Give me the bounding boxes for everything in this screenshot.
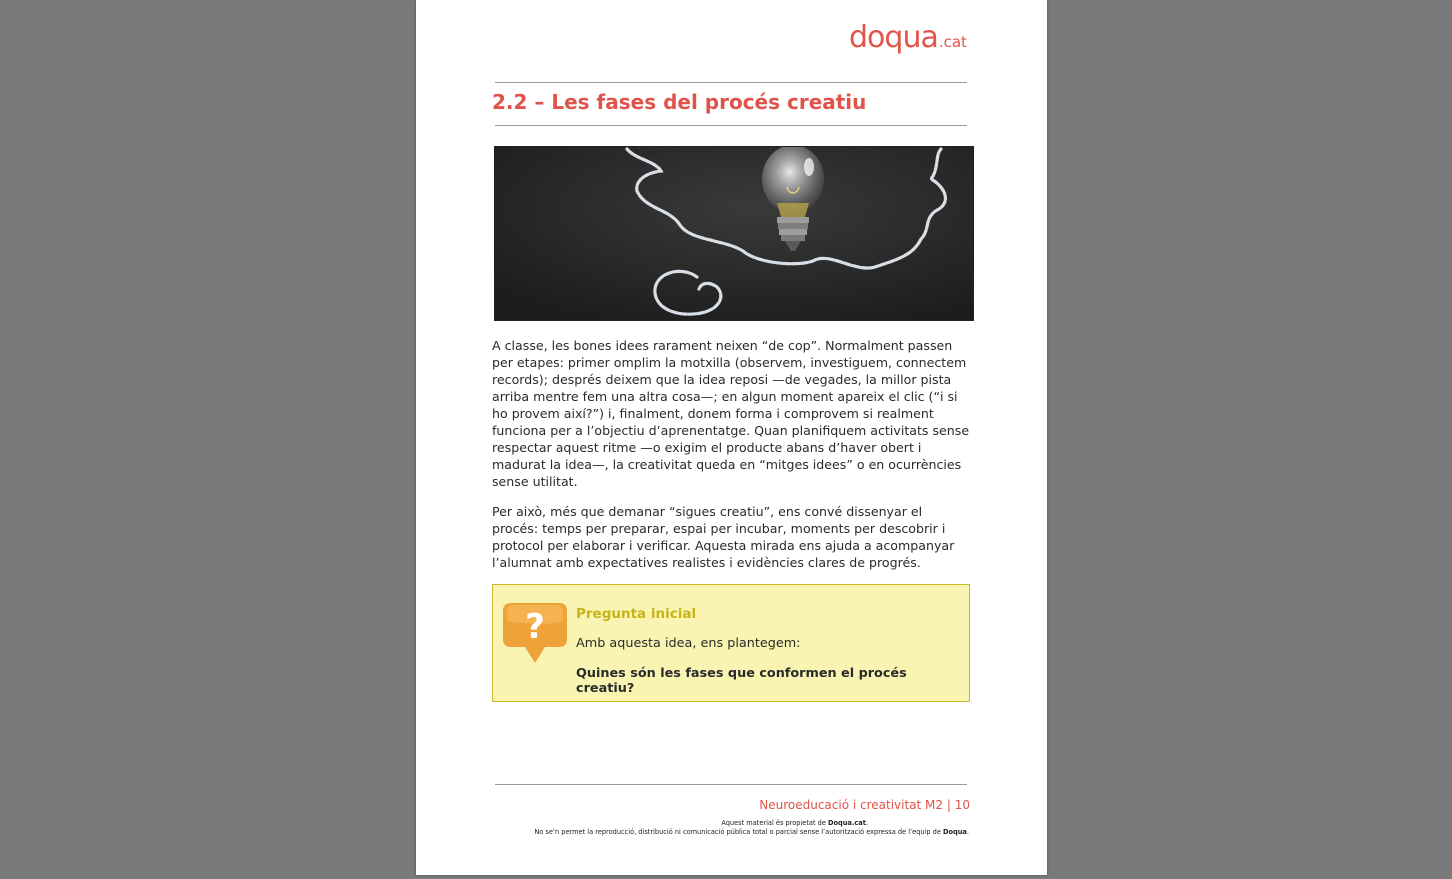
heading-top-rule — [495, 82, 967, 83]
svg-text:?: ? — [525, 607, 545, 647]
document-page — [416, 0, 1047, 875]
page-number-info: Neuroeducació i creativitat M2 | 10 — [759, 798, 970, 812]
lightbulb-chalkboard-image — [494, 146, 974, 321]
body-paragraph-1: A classe, les bones idees rarament neixen “de cop”. Normalment passen per etapes: primer omplim la motxilla (observem, investiguem, connectem records); després deixem que la idea reposi —de vegades, la millor pista arriba mentre fem una altra cosa—; en algun moment apareix el clic (“i si ho provem així?”) i, finalment, donem forma i comprovem si realment funciona per a l’objectiu d’aprenentatge. Quan planifiquem activitats sense respectar aquest ritme —o exigim el producte abans d’haver obert i madurat la idea—, la creativitat queda en “mitges idees” o en ocurrències sense utilitat. — [492, 338, 970, 489]
callout-question: Quines són les fases que conformen el procés creatiu? — [576, 666, 907, 696]
footer-rule — [495, 784, 967, 785]
initial-question-callout — [492, 584, 970, 702]
doqua-logo: doqua.cat — [849, 20, 967, 55]
callout-title: Pregunta inicial — [576, 606, 697, 622]
heading-bottom-rule — [495, 125, 967, 126]
copyright-line: Aquest material és propietat de Doqua.cat. — [721, 819, 868, 827]
question-bubble-icon — [501, 599, 569, 667]
body-paragraph-2: Per això, més que demanar “sigues creatiu”, ens convé dissenyar el procés: temps per preparar, espai per incubar, moments per descobrir i protocol per elaborar i verificar. Aquesta mirada ens ajuda a acompanyar l’alumnat amb expectatives realistes i evidències clares de progrés. — [492, 504, 955, 570]
section-heading: 2.2 – Les fases del procés creatiu — [492, 90, 867, 114]
reproduction-notice: No se’n permet la reproducció, distribució ni comunicació pública total o parcial sense l’autorització expressa de l’equip de Doqua. — [534, 828, 969, 836]
callout-intro: Amb aquesta idea, ens plantegem: — [576, 636, 801, 651]
